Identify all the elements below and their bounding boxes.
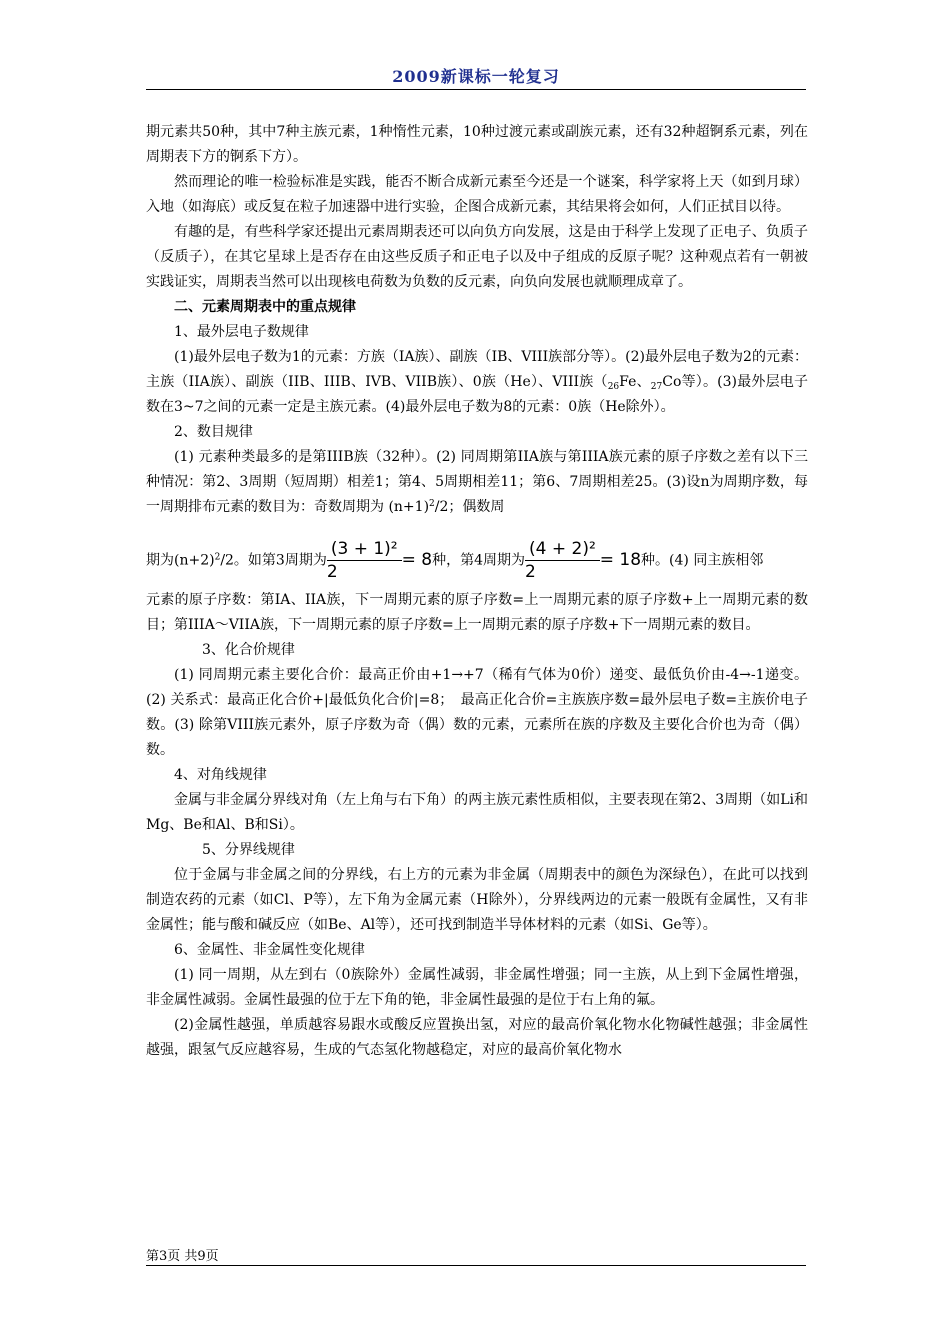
page-header-title: 2009新课标一轮复习 (392, 67, 560, 86)
paragraph-diagonal-rules: 金属与非金属分界线对角（左上角与右下角）的两主族元素性质相似，主要表现在第2、3周期（如Li和Mg、Be和Al、B和Si）。 (146, 792, 808, 833)
paragraph-valence-rules: (1) 同周期元素主要化合价：最高正价由+1→+7（稀有气体为0价）递变、最低负价由-4→-1递变。(2) 关系式：最高正化合价+|最低负化合价|=8； 最高正化合价=主族族序数=最外层电子数=主族价电子数。(3) 除第VIII族元素外，原子序数为奇（偶）数的元素，元素所在族的序数及主要化合价也为奇（偶）数。 (146, 667, 808, 758)
text-run: 种，第4周期为 (432, 552, 525, 569)
formula-line (146, 538, 808, 588)
superscript: 2 (214, 552, 221, 563)
document-body (146, 120, 808, 1063)
footer-divider (146, 1265, 806, 1266)
text-run: (1)最外层电子数为1的元素：方族（IA族）、副族（IB、VIII族部分等）。(2)最外层电子数为2的元素：主族（IIA族）、副族（IIB、IIIB、IVB、VIIB族）、0族（He）、VIII族（ (146, 349, 808, 390)
text-run: Fe、 (619, 374, 651, 390)
paragraph-number-rules (146, 445, 808, 520)
text-run: 期为(n+2) (146, 552, 215, 569)
fraction-period-4 (525, 538, 600, 583)
fraction-numerator: (4 + 2)² (525, 538, 600, 561)
paragraph-boundary-rules: 位于金属与非金属之间的分界线，右上方的元素为非金属（周期表中的颜色为深绿色），在此可以找到制造农药的元素（如Cl、P等），左下角为金属元素（H除外），分界线两边的元素一般既有金属性，又有非金属性；能与酸和碱反应（如Be、Al等），还可找到制造半导体材料的元素（如Si、Ge等）。 (146, 867, 808, 933)
subheading-boundary-rules: 5、分界线规律 (202, 842, 295, 858)
text-run: Co等）。(3)最外层电子数在3~7之间的元素一定是主族元素。(4)最外层电子数为8的元素：0族（He除外）。 (146, 374, 809, 415)
formula-result: = 8 (401, 550, 433, 570)
paragraph-adjacent-elements: 元素的原子序数：第IA、IIA族，下一周期元素的原子序数=上一周期元素的原子序数+上一周期元素的数目；第IIIA～VIIA族，下一周期元素的原子序数=上一周期元素的原子序数+下一周期元素的数目。 (146, 592, 808, 633)
header-divider (146, 89, 806, 90)
paragraph-metallic-rules-1: (1) 同一周期，从左到右（0族除外）金属性减弱，非金属性增强；同一主族，从上到下金属性增强，非金属性减弱。金属性最强的位于左下角的铯，非金属性最强的是位于右上角的氟。 (146, 967, 808, 1008)
section-heading-rules: 二、元素周期表中的重点规律 (174, 299, 356, 315)
fraction-denominator: 2 (525, 562, 536, 582)
subscript: 26 (607, 382, 620, 392)
text-run: /2；偶数周 (434, 499, 505, 515)
text-run: 种。(4) 同主族相邻 (641, 552, 764, 569)
paragraph-metallic-rules-2: (2)金属性越强，单质越容易跟水或酸反应置换出氢，对应的最高价氧化物水化物碱性越强；非金属性越强，跟氢气反应越容易，生成的气态氢化物越稳定，对应的最高价氧化物水 (146, 1017, 808, 1058)
fraction-denominator: 2 (326, 562, 338, 582)
subheading-metallic-rules: 6、金属性、非金属性变化规律 (174, 942, 365, 958)
text-run: /2。如第3周期为 (220, 552, 327, 569)
paragraph-practice: 然而理论的唯一检验标准是实践，能否不断合成新元素至今还是一个谜案，科学家将上天（如到月球）入地（如海底）或反复在粒子加速器中进行实验，企图合成新元素，其结果将会如何，人们正拭目以待。 (146, 174, 808, 215)
paragraph-outer-electrons (146, 345, 808, 420)
subheading-outer-electrons: 1、最外层电子数规律 (174, 324, 309, 340)
paragraph-continued: 期元素共50种，其中7种主族元素，1种惰性元素，10种过渡元素或副族元素，还有32种超锕系元素，列在周期表下方的锕系下方）。 (146, 124, 808, 165)
text-run: (1) 元素种类最多的是第IIIB族（32种）。(2) 同周期第IIA族与第IIIA族元素的原子序数之差有以下三种情况：第2、3周期（短周期）相差1；第4、5周期相差11；第6、7周期相差25。(3)设n为周期序数，每一周期排布元素的数目为：奇数周期为 (n+1) (146, 449, 808, 515)
subscript: 27 (650, 382, 663, 392)
fraction-numerator: (3 + 1)² (327, 538, 402, 561)
superscript: 2 (429, 499, 435, 509)
paragraph-antimatter: 有趣的是，有些科学家还提出元素周期表还可以向负方向发展，这是由于科学上发现了正电子、负质子（反质子），在其它星球上是否存在由这些反质子和正电子以及中子组成的反原子呢？这种观点若有一朝被实践证实，周期表当然可以出现核电荷数为负数的反元素，向负向发展也就顺理成章了。 (146, 224, 808, 290)
fraction-period-3 (327, 538, 402, 583)
subheading-diagonal-rules: 4、对角线规律 (174, 767, 267, 783)
formula-result: = 18 (599, 550, 642, 570)
subheading-valence-rules: 3、化合价规律 (202, 642, 295, 658)
page-number: 第3页 共9页 (146, 1249, 219, 1264)
subheading-number-rules: 2、数目规律 (174, 424, 253, 440)
